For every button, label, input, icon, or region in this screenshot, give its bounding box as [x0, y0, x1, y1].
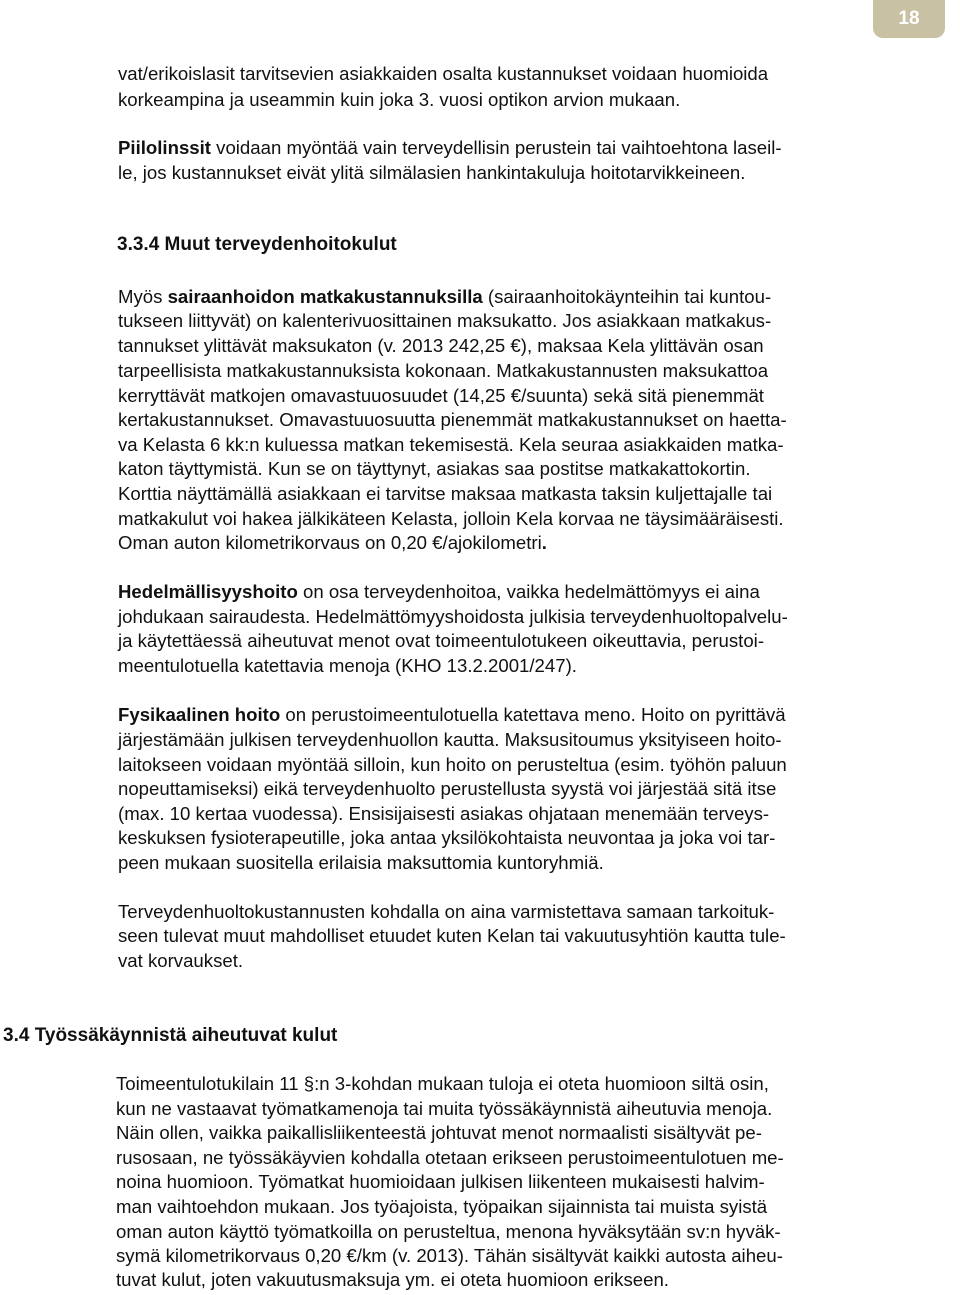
text-line: [118, 531, 547, 555]
text-line: Terveydenhuoltokustannusten kohdalla on aina varmistettava samaan tarkoituk-: [118, 901, 775, 922]
text-line: va Kelasta 6 kk:n kuluessa matkan tekemisestä. Kela seuraa asiakkaiden matka-: [118, 434, 784, 455]
text-run: on osa terveydenhoitoa, vaikka hedelmättömyys ei aina: [297, 581, 760, 602]
text-run: (sairaanhoitokäynteihin tai kuntou-: [482, 286, 772, 307]
text-run: Myös: [118, 286, 168, 307]
text-line: Näin ollen, vaikka paikallisliikenteestä johtuvat menot normaalisti sisältyvät pe-: [116, 1122, 762, 1143]
text-line: seen tulevat muut mahdolliset etuudet kuten Kelan tai vakuutusyhtiön kautta tule-: [118, 925, 786, 946]
text-line: laitokseen voidaan myöntää silloin, kun hoito on perusteltua (esim. työhön paluun: [118, 754, 787, 775]
bold-term-hedelmallisyyshoito: Hedelmällisyyshoito: [118, 581, 298, 602]
text-line: [118, 703, 786, 727]
text-line: meentulotuella katettavia menoja (KHO 13.2.2001/247).: [118, 655, 577, 676]
text-line: man vaihtoehdon mukaan. Jos työajoista, työpaikan sijainnista tai muista syistä: [116, 1196, 768, 1217]
text-line: rusosaan, ne työssäkäyvien kohdalla otetaan erikseen perustoimeentulotuen me-: [116, 1147, 784, 1168]
page-number-badge: 18: [873, 0, 945, 38]
section-heading-3-3-4: 3.3.4 Muut terveydenhoitokulut: [117, 234, 397, 255]
text-line: nopeuttamiseksi) eikä terveydenhuolto perustellusta syystä voi järjestää sitä itse: [118, 778, 777, 799]
text-line: keskuksen fysioterapeutille, joka antaa yksilökohtaista neuvontaa ja joka voi tar-: [118, 827, 776, 848]
text-line: matkakulut voi hakea jälkikäteen Kelasta, jolloin Kela korvaa ne täysimääräisesti.: [118, 508, 784, 529]
text-line: [118, 136, 782, 160]
text-line: noina huomioon. Työmatkat huomioidaan julkisen liikenteen mukaisesti halvim-: [116, 1171, 765, 1192]
text-line: Toimeentulotukilain 11 §:n 3-kohdan mukaan tuloja ei oteta huomioon siltä osin,: [116, 1073, 769, 1094]
text-line: (max. 10 kertaa vuodessa). Ensisijaisesti asiakas ohjataan menemään terveys-: [118, 803, 770, 824]
text-line: korkeampina ja useammin kuin joka 3. vuosi optikon arvion mukaan.: [118, 89, 681, 110]
text-line: symä kilometrikorvaus 0,20 €/km (v. 2013). Tähän sisältyvät kaikki autosta aiheu-: [116, 1245, 783, 1266]
text-line: peen mukaan suositella erilaisia maksuttomia kuntoryhmiä.: [118, 852, 604, 873]
section-heading-3-4: 3.4 Työssäkäynnistä aiheutuvat kulut: [3, 1025, 338, 1046]
text-line: kun ne vastaavat työmatkamenoja tai muita työssäkäynnistä aiheutuvia menoja.: [116, 1098, 773, 1119]
text-line: vat korvaukset.: [118, 950, 244, 971]
text-run: voidaan myöntää vain terveydellisin perustein tai vaihtoehtona laseil-: [211, 137, 782, 158]
text-line: le, jos kustannukset eivät ylitä silmälasien hankintakuluja hoitotarvikkeineen.: [118, 162, 746, 183]
bold-period: .: [541, 532, 547, 553]
text-line: [118, 285, 771, 309]
text-line: oman auton käyttö työmatkoilla on perusteltua, menona hyväksytään sv:n hyväk-: [116, 1221, 781, 1242]
text-line: vat/erikoislasit tarvitsevien asiakkaiden osalta kustannukset voidaan huomioida: [118, 63, 769, 84]
text-line: tuvat kulut, joten vakuutusmaksuja ym. ei oteta huomioon erikseen.: [116, 1269, 669, 1290]
text-run: Oman auton kilometrikorvaus on 0,20 €/ajokilometri: [118, 532, 542, 553]
text-line: [118, 580, 760, 604]
text-line: ja käytettäessä aiheutuvat menot ovat toimeentulotukeen oikeuttavia, perustoi-: [118, 630, 765, 651]
text-line: kerryttävät matkojen omavastuuosuudet (14,25 €/suunta) sekä sitä pienemmät: [118, 385, 764, 406]
text-line: tukseen liittyvät) on kalenterivuosittainen maksukatto. Jos asiakkaan matkakus-: [118, 310, 772, 331]
bold-term-piilolinssit: Piilolinssit: [118, 137, 211, 158]
text-line: järjestämään julkisen terveydenhuollon kautta. Maksusitoumus yksityiseen hoito-: [118, 729, 782, 750]
text-line: tarpeellisista matkakustannuksista kokonaan. Matkakustannusten maksukattoa: [118, 360, 769, 381]
text-line: tannukset ylittävät maksukaton (v. 2013 242,25 €), maksaa Kela ylittävän osan: [118, 335, 764, 356]
text-run: on perustoimeentulotuella katettava meno. Hoito on pyrittävä: [280, 704, 786, 725]
bold-term-matkakustannukset: sairaanhoidon matkakustannuksilla: [167, 286, 483, 307]
text-line: Korttia näyttämällä asiakkaan ei tarvitse maksaa matkasta taksin kuljettajalle tai: [118, 483, 773, 504]
text-line: johdukaan sairaudesta. Hedelmättömyyshoidosta julkisia terveydenhuoltopalvelu-: [118, 606, 788, 627]
text-line: katon täyttymistä. Kun se on täyttynyt, asiakas saa postitse matkakattokortin.: [118, 458, 751, 479]
text-line: kertakustannukset. Omavastuuosuutta pienemmät matkakustannukset on haetta-: [118, 409, 787, 430]
bold-term-fysikaalinen-hoito: Fysikaalinen hoito: [118, 704, 281, 725]
